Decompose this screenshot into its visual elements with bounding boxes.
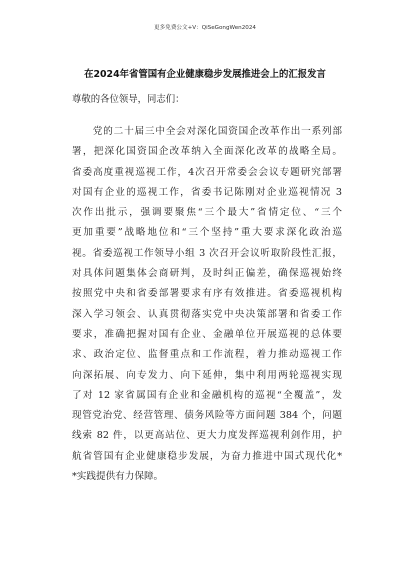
body-line: 省委高度重视巡视工作，4次召开常委会会议专题研究部署 bbox=[72, 166, 342, 178]
body-line: 了对 12 家省属国有企业和金融机构的巡视“全覆盖”，发 bbox=[72, 389, 342, 401]
body-line: 要求，准确把握对国有企业、金融单位开展巡视的总体要 bbox=[72, 328, 342, 340]
body-line: 深入学习领会、认真贯彻落实党中央决策部署和省委工作 bbox=[72, 308, 342, 320]
body-line: 更加重要”战略地位和“三个坚持”重大要求深化政治巡 bbox=[72, 227, 342, 239]
body-line: 对国有企业的巡视工作，省委书记陈刚对企业巡视情况 3 bbox=[72, 186, 342, 198]
body-line: 视。省委巡视工作领导小组 3 次召开会议听取阶段性汇报， bbox=[72, 247, 342, 259]
body-line: 向深拓展、向专发力、向下延伸，集中利用两轮巡视实现 bbox=[72, 369, 342, 381]
body-line: 对具体问题集体会商研判，及时纠正偏差，确保巡视始终 bbox=[72, 268, 342, 280]
body-line: 署，把深化国资国企改革纳入全面深化改革的战略全局。 bbox=[72, 146, 342, 158]
body-line: 次作出批示，强调要聚焦“三个最大”省情定位、“三个 bbox=[72, 207, 342, 219]
document-title: 在2024年省管国有企业健康稳步发展推进会上的汇报发言 bbox=[84, 69, 326, 80]
salutation: 尊敬的各位领导，同志们： bbox=[72, 94, 185, 105]
body-line: 党的二十届三中全会对深化国资国企改革作出一系列部 bbox=[72, 126, 342, 137]
body-line: 按照党中央和省委部署要求有序有效推进。省委巡视机构 bbox=[72, 288, 342, 300]
body-line: 求、政治定位、监督重点和工作流程，着力推动巡视工作 bbox=[72, 349, 342, 361]
body-line: 线索 82 件，以更高站位、更大力度发挥巡视利剑作用，护 bbox=[72, 430, 342, 442]
body-line: *实践提供有力保障。 bbox=[72, 471, 164, 483]
body-line: 现管党治党、经营管理、债务风险等方面问题 384 个，问题 bbox=[72, 410, 342, 422]
header-note: 更多免费公文+V：QiSeGongWen2024 bbox=[154, 25, 256, 31]
body-line: 航省管国有企业健康稳步发展，为奋力推进中国式现代化* bbox=[72, 450, 342, 462]
body-text bbox=[72, 122, 342, 487]
